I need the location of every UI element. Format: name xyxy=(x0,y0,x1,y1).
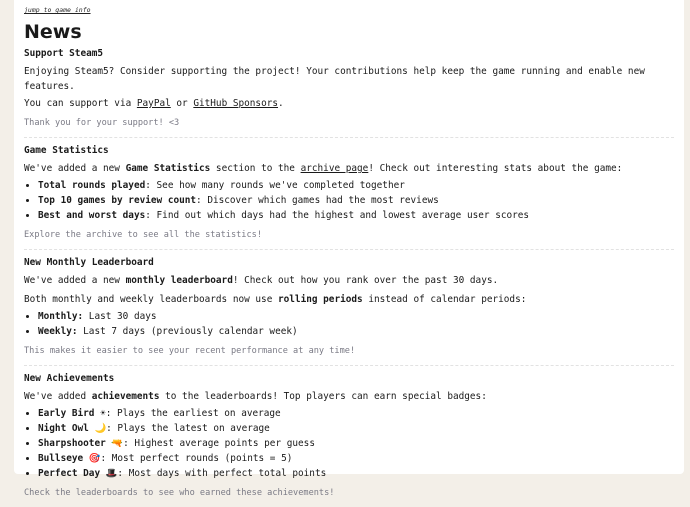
item-title: Perfect Day 🎩 xyxy=(38,468,118,479)
item-title: Best and worst days xyxy=(38,210,146,221)
section-heading: Support Steam5 xyxy=(24,48,104,59)
list-item xyxy=(38,436,674,451)
intro-text xyxy=(24,273,674,288)
text: . xyxy=(278,98,284,109)
periods-list xyxy=(24,309,674,339)
text: ! Check out how you rank over the past 30 days. xyxy=(232,275,499,286)
item-text: : Most perfect rounds (points = 5) xyxy=(100,453,293,464)
text: to the leaderboards! Top players can earn special badges: xyxy=(159,391,487,402)
item-title: Night Owl 🌙 xyxy=(38,423,107,434)
item-title: Monthly: xyxy=(38,311,84,322)
item-text: : Plays the latest on average xyxy=(106,423,270,434)
section-note: Check the leaderboards to see who earned these achievements! xyxy=(24,488,335,498)
text: You can support via xyxy=(24,98,137,109)
section-support xyxy=(24,47,674,138)
text: ! Check out interesting stats about the game: xyxy=(368,163,623,174)
list-item xyxy=(38,324,674,339)
item-text: : Discover which games had the most reviews xyxy=(196,195,439,206)
section-achievements xyxy=(24,366,674,507)
section-game-statistics xyxy=(24,138,674,250)
list-item xyxy=(38,193,674,208)
page-title: News xyxy=(24,21,82,43)
list-item xyxy=(38,309,674,324)
news-card xyxy=(14,0,684,498)
item-text: : Highest average points per guess xyxy=(123,438,315,449)
archive-page-link[interactable]: archive page xyxy=(300,163,369,174)
section-heading: Game Statistics xyxy=(24,145,109,156)
jump-to-game-info-link[interactable]: jump to game info xyxy=(24,6,91,14)
section-note: This makes it easier to see your recent performance at any time! xyxy=(24,346,356,356)
list-item xyxy=(38,466,674,481)
intro-text xyxy=(24,161,674,176)
paypal-link[interactable]: PayPal xyxy=(136,98,171,109)
item-text: Last 7 days (previously calendar week) xyxy=(77,326,298,337)
text: Both monthly and weekly leaderboards now use xyxy=(24,294,278,305)
item-title: Bullseye 🎯 xyxy=(38,453,101,464)
bold-text: rolling periods xyxy=(278,294,363,305)
text: instead of calendar periods: xyxy=(362,294,527,305)
bold-text: monthly leaderboard xyxy=(125,275,233,286)
list-item xyxy=(38,451,674,466)
achievements-list xyxy=(24,406,674,481)
list-item xyxy=(38,178,674,193)
section-note: Thank you for your support! <3 xyxy=(24,118,180,128)
item-title: Sharpshooter 🔫 xyxy=(38,438,124,449)
item-text: : Find out which days had the highest and lowest average user scores xyxy=(145,210,530,221)
item-text: : Most days with perfect total points xyxy=(117,468,327,479)
support-text: Enjoying Steam5? Consider supporting the project! Your contributions help keep the game running and enable new features. xyxy=(24,66,645,92)
text: or xyxy=(170,98,194,109)
rolling-text xyxy=(24,292,674,307)
list-item xyxy=(38,421,674,436)
bold-text: achievements xyxy=(91,391,160,402)
item-text: Last 30 days xyxy=(83,311,157,322)
github-sponsors-link[interactable]: GitHub Sponsors xyxy=(193,98,279,109)
section-heading: New Monthly Leaderboard xyxy=(24,257,154,268)
item-title: Weekly: xyxy=(38,326,78,337)
support-links-text xyxy=(24,96,674,111)
section-monthly-leaderboard xyxy=(24,250,674,366)
section-note: Explore the archive to see all the statistics! xyxy=(24,230,262,240)
item-title: Early Bird ☀ xyxy=(38,408,106,419)
text: We've added a new xyxy=(24,163,126,174)
item-title: Top 10 games by review count xyxy=(38,195,197,206)
item-title: Total rounds played xyxy=(38,180,146,191)
text: section to the xyxy=(210,163,301,174)
item-text: : Plays the earliest on average xyxy=(105,408,281,419)
intro-text xyxy=(24,389,674,404)
item-text: : See how many rounds we've completed together xyxy=(145,180,405,191)
text: We've added a new xyxy=(24,275,126,286)
bold-text: Game Statistics xyxy=(125,163,211,174)
section-heading: New Achievements xyxy=(24,373,115,384)
list-item xyxy=(38,406,674,421)
list-item xyxy=(38,208,674,223)
stats-list xyxy=(24,178,674,223)
text: We've added xyxy=(24,391,92,402)
